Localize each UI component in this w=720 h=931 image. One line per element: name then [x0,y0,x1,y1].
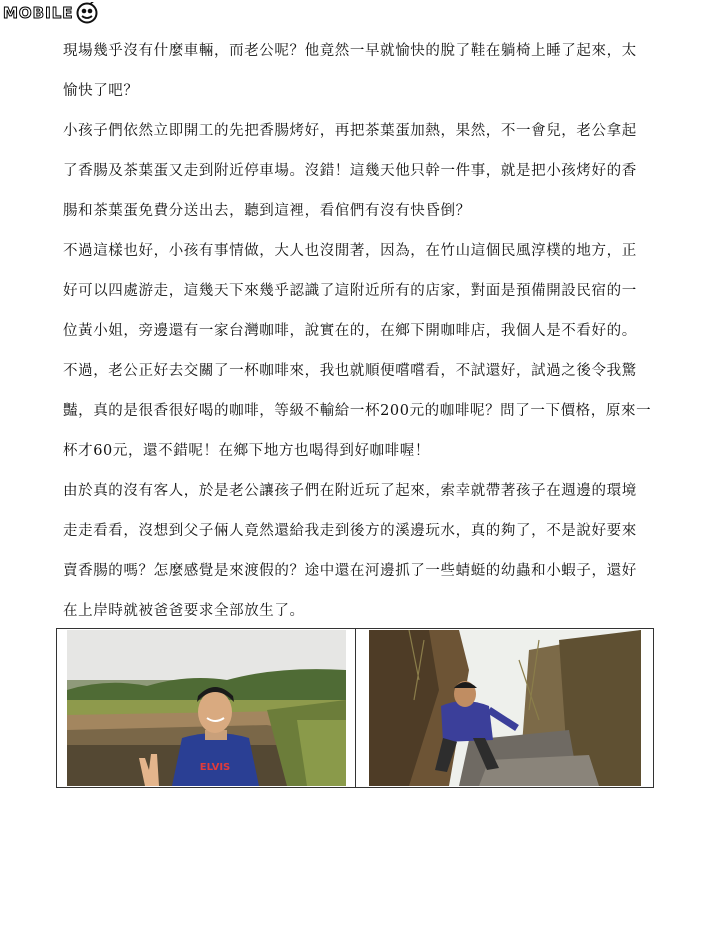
photo-cell-left [57,629,355,787]
article-body [63,38,663,638]
site-logo[interactable] [3,2,98,24]
logo-text: MOBILE [3,4,74,22]
text-line: 賣香腸的嗎？怎麼感覺是來渡假的？途中還在河邊抓了一些蜻蜓的幼蟲和小蝦子，還好 [63,563,637,579]
text-line: 在上岸時就被爸爸要求全部放生了。 [63,603,305,619]
text-line: 由於真的沒有客人，於是老公讓孩子們在附近玩了起來，索幸就帶著孩子在週邊的環境 [63,483,637,499]
text-line: 位黃小姐，旁邊還有一家台灣咖啡，說實在的，在鄉下開咖啡店，我個人是不看好的。 [63,323,637,339]
text-line: 不過，老公正好去交關了一杯咖啡來，我也就順便嚐嚐看，不試還好，試過之後令我驚 [63,363,637,379]
shirt-print: ELVIS [199,762,231,773]
text-line: 現場幾乎沒有什麼車輛，而老公呢？他竟然一早就愉快的脫了鞋在躺椅上睡了起來，太 [63,43,637,59]
photo-boy-in-field[interactable] [67,630,346,786]
text-line: 腸和茶葉蛋免費分送出去，聽到這裡，看倌們有沒有快昏倒？ [63,203,471,219]
photo-boy-by-stream[interactable] [369,630,641,786]
text-line: 豔，真的是很香很好喝的咖啡，等級不輸給一杯200元的咖啡呢？問了一下價格，原來一 [63,403,652,419]
text-line: 了香腸及茶葉蛋又走到附近停車場。沒錯！這幾天他只幹一件事，就是把小孩烤好的香 [63,163,637,179]
text-line: 走走看看，沒想到父子倆人竟然還給我走到後方的溪邊玩水，真的夠了，不是說好要來 [63,523,637,539]
text-line: 不過這樣也好，小孩有事情做，大人也沒閒著，因為，在竹山這個民風淳樸的地方，正 [63,243,637,259]
text-line: 愉快了吧？ [63,83,139,99]
photo-cell-right [355,629,654,787]
photo-table [56,628,654,788]
robot-face-icon [76,2,98,24]
text-line: 小孩子們依然立即開工的先把香腸烤好，再把茶葉蛋加熱，果然，不一會兒，老公拿起 [63,123,637,139]
text-line: 好可以四處游走，這幾天下來幾乎認識了這附近所有的店家，對面是預備開設民宿的一 [63,283,637,299]
text-line: 杯才60元，還不錯呢！在鄉下地方也喝得到好咖啡喔！ [63,443,430,459]
